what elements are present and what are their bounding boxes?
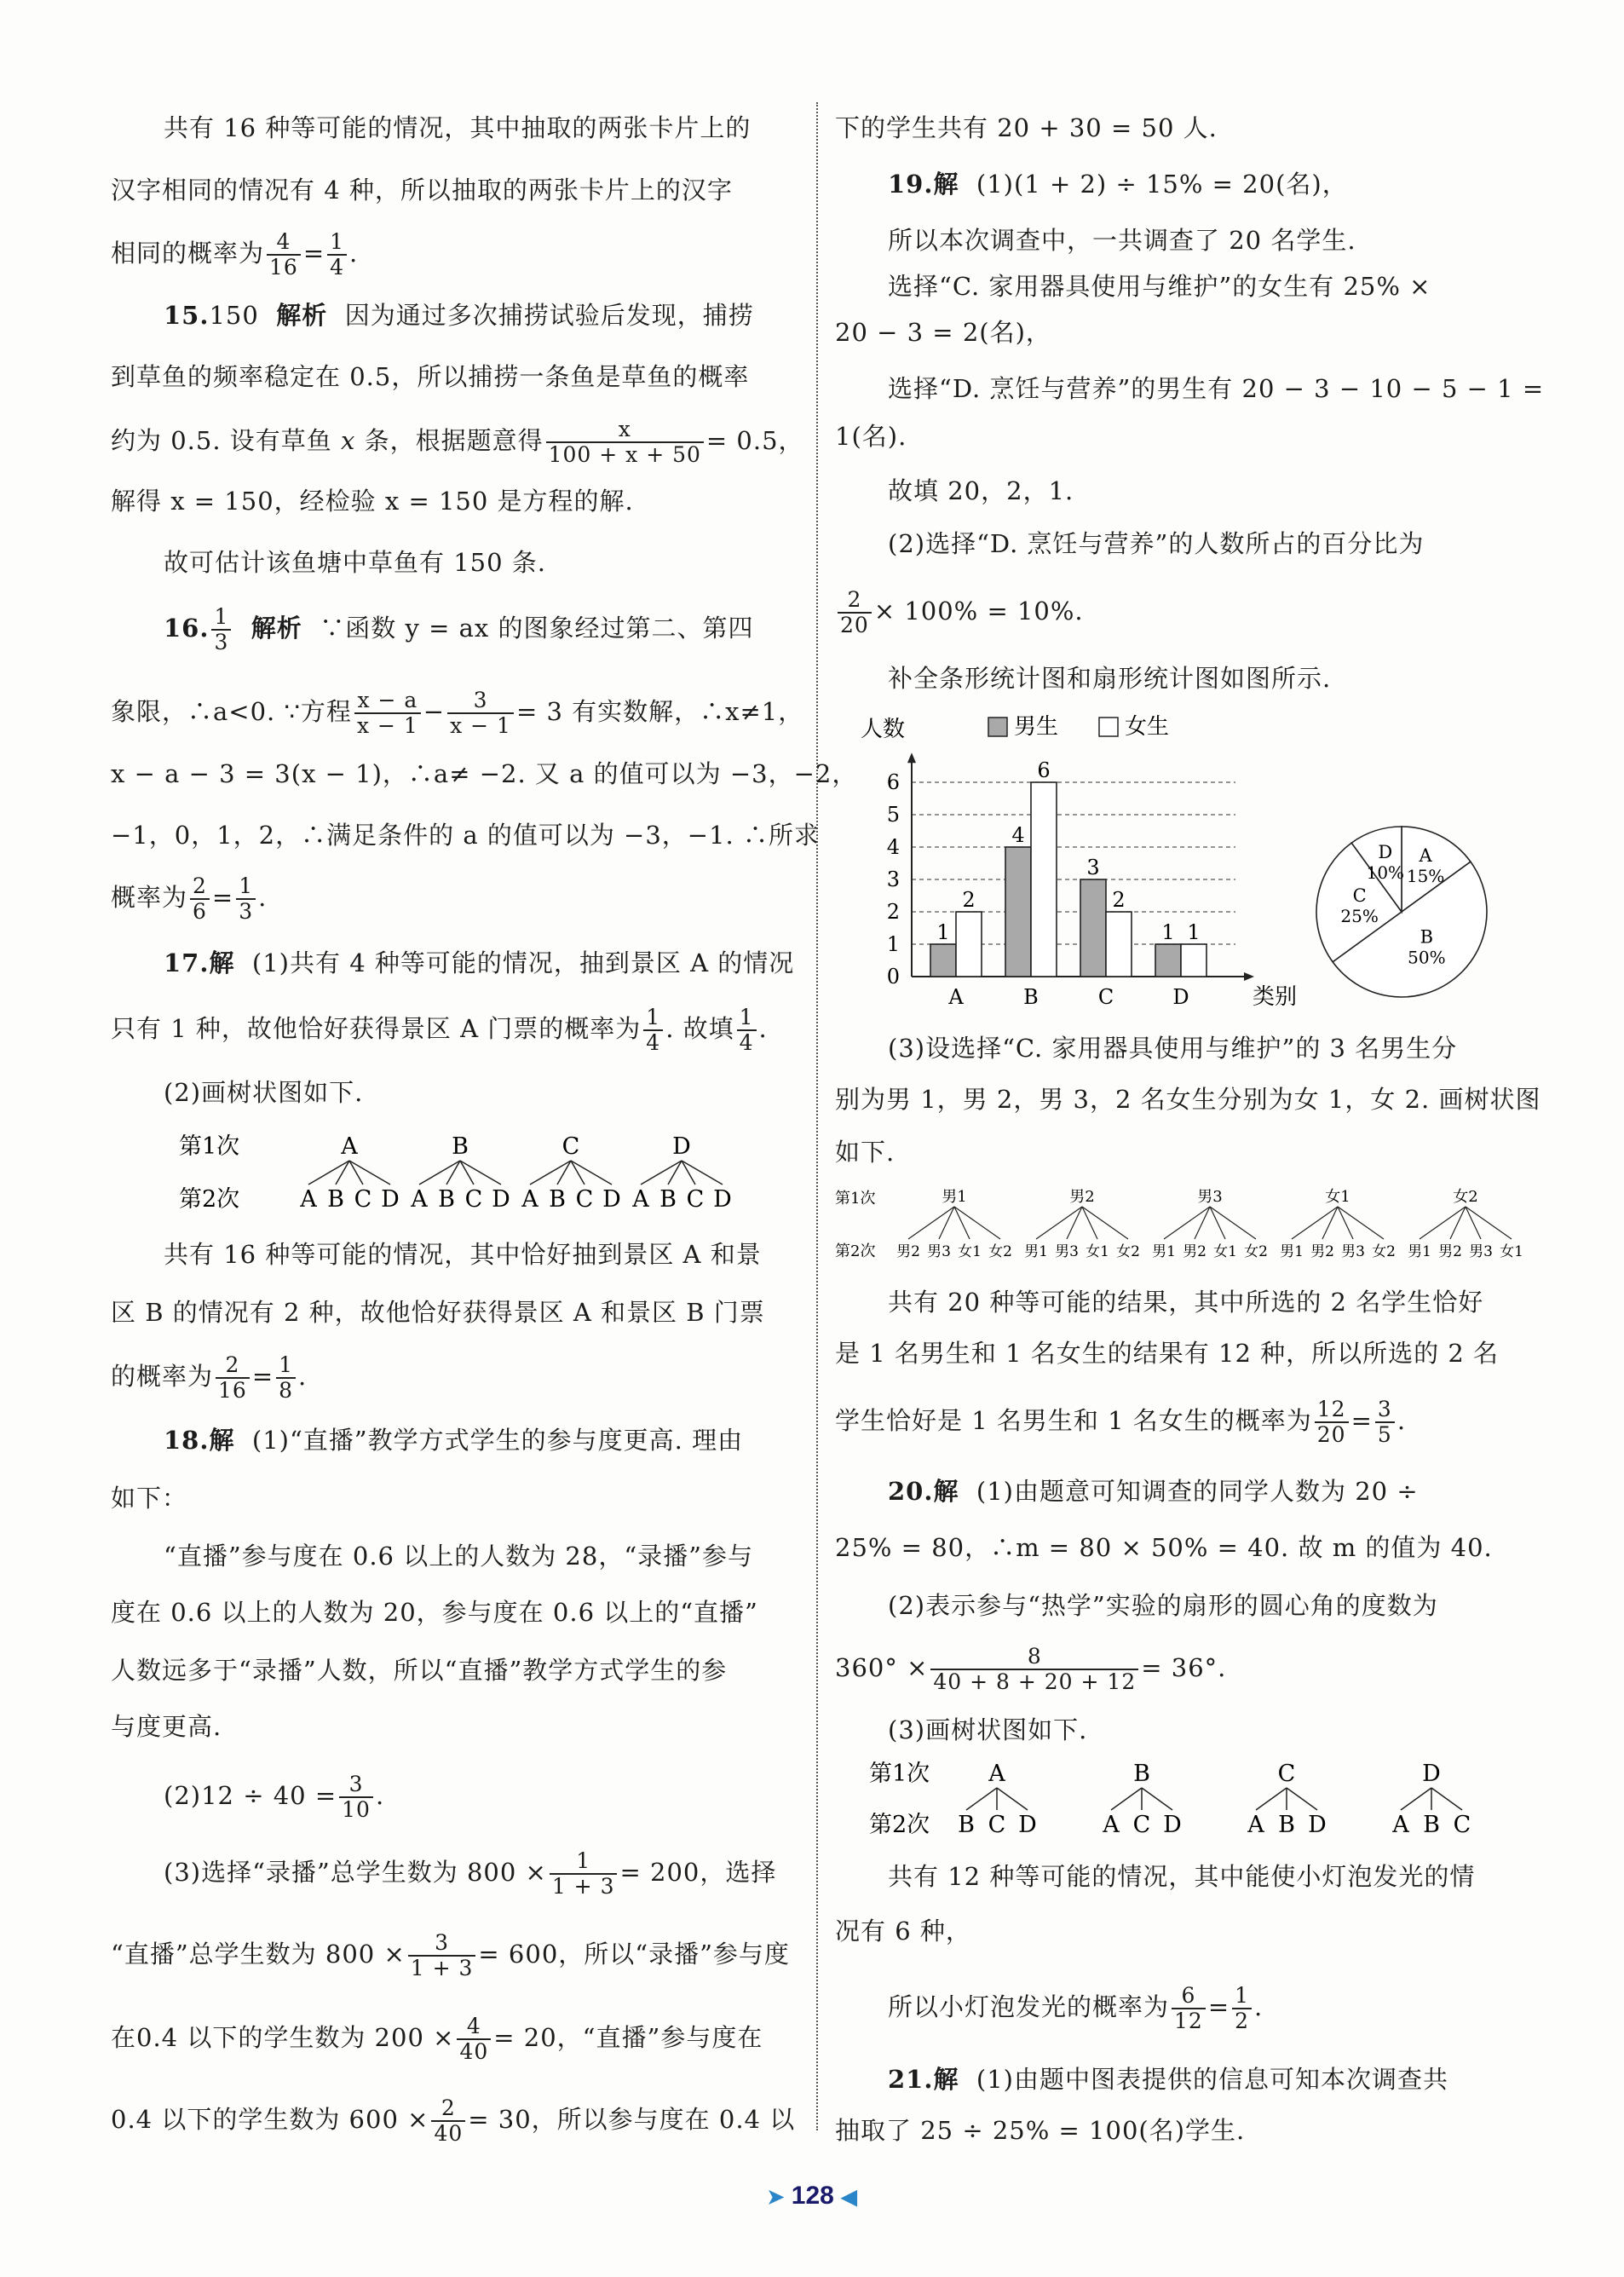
tree-diagram-19	[835, 1183, 1525, 1268]
text-line: 故填 20，2，1.	[888, 476, 1074, 505]
y-tick-label: 1	[886, 932, 900, 956]
fraction: $\frac{x}{100 + x + 50}$	[546, 418, 704, 467]
tree-leaf: 男2	[1183, 1243, 1206, 1260]
tree-leaf: A	[521, 1186, 538, 1213]
bar-chart	[852, 706, 1298, 1012]
bar	[1155, 944, 1181, 977]
tree-leaf: B	[659, 1186, 677, 1213]
fraction: $\frac{1}{8}$	[276, 1353, 296, 1403]
tree-node: A	[988, 1761, 1005, 1787]
tree-leaf: D	[1308, 1812, 1327, 1838]
text-line: $\frac{2}{20}$ × 100% = 10%.	[835, 588, 1084, 637]
legend-label: 女生	[1125, 714, 1170, 740]
fraction: $\frac{1}{4}$	[737, 1006, 757, 1055]
tree-leaf: B	[1423, 1812, 1440, 1838]
text-line: 与度更高.	[111, 1712, 222, 1741]
bar	[1106, 912, 1132, 977]
tree-leaf: C	[1453, 1812, 1471, 1838]
tree-leaf: 男1	[1280, 1243, 1304, 1260]
data-label: 2	[1112, 888, 1126, 912]
x-tick-label: A	[948, 985, 964, 1009]
text-line: 在0.4 以下的学生数为 200 × $\frac{4}{40}$ = 20，“直播”参与度在	[111, 2014, 763, 2064]
fraction: $\frac{1}{1 + 3}$	[550, 1849, 618, 1899]
text-line: 相同的概率为 $\frac{4}{16}$ = $\frac{1}{4}$ .	[111, 229, 359, 280]
tree-branch	[966, 1788, 997, 1810]
text-line: 汉字相同的情况有 4 种，所以抽取的两张卡片上的汉字	[111, 176, 733, 205]
tree-branch	[1466, 1207, 1512, 1239]
fraction: $\frac{3}{x - 1}$	[447, 689, 514, 738]
tree-node: 女2	[1453, 1188, 1478, 1206]
tree-node: C	[561, 1133, 580, 1160]
tree-leaf: C	[354, 1186, 372, 1213]
text-line: (2)画树状图如下.	[164, 1078, 364, 1107]
tree-branch	[1431, 1788, 1462, 1810]
tree-leaf: C	[988, 1812, 1006, 1838]
fraction: $\frac{1}{4}$	[643, 1006, 663, 1055]
text-line: 25% = 80，∴m = 80 × 50% = 40. 故 m 的值为 40.	[835, 1533, 1493, 1562]
tree-leaf: 男3	[1469, 1243, 1493, 1260]
data-label: 1	[936, 920, 950, 944]
text-line: (2)12 ÷ 40 = $\frac{3}{10}$ .	[164, 1772, 385, 1822]
pie-chart	[1295, 818, 1517, 1006]
tree-node: C	[1277, 1761, 1296, 1787]
data-label: 6	[1037, 758, 1051, 782]
slice-label: A	[1419, 845, 1432, 866]
text-line: 共有 16 种等可能的情况，其中恰好抽到景区 A 和景	[164, 1240, 762, 1269]
tree-node: B	[1133, 1761, 1150, 1787]
tree-branch	[1210, 1207, 1256, 1239]
answer-15: 15.150 解析 因为通过多次捕捞试验后发现，捕捞	[164, 301, 754, 330]
tree-leaf: 女1	[1086, 1243, 1109, 1260]
tree-leaf: A	[1103, 1812, 1120, 1838]
tree-leaf: 女2	[1116, 1243, 1140, 1260]
fraction: $\frac{6}{12}$	[1172, 1984, 1206, 2033]
tree-leaf: 女2	[988, 1243, 1012, 1260]
tree-node: B	[452, 1133, 469, 1160]
fraction: $\frac{1}{4}$	[327, 230, 347, 280]
answer-19: 19.解 (1)(1 + 2) ÷ 15% = 20(名)，	[888, 170, 1348, 199]
text-line: 共有 20 种等可能的结果，其中所选的 2 名学生恰好	[888, 1288, 1484, 1317]
data-label: 1	[1161, 920, 1175, 944]
text-line: 共有 16 种等可能的情况，其中抽取的两张卡片上的	[164, 113, 752, 142]
text-line: 区 B 的情况有 2 种，故他恰好获得景区 A 和景区 B 门票	[111, 1298, 765, 1327]
text-line: 抽取了 25 ÷ 25% = 100(名)学生.	[835, 2116, 1246, 2145]
tree-branch	[1401, 1788, 1431, 1810]
fraction: $\frac{2}{40}$	[431, 2096, 465, 2146]
tree-node: 女1	[1325, 1188, 1350, 1206]
text-line: 0.4 以下的学生数为 600 × $\frac{2}{40}$ = 30，所以参与度在 0.4 以	[111, 2095, 796, 2146]
tree-leaf: 男2	[1310, 1243, 1334, 1260]
y-tick-label: 4	[886, 835, 900, 859]
slice-percent: 15%	[1406, 865, 1445, 886]
tree-leaf: D	[381, 1186, 400, 1213]
text-line: 解得 x = 150，经检验 x = 150 是方程的解.	[111, 487, 634, 516]
tree-leaf: 女2	[1244, 1243, 1268, 1260]
tree-leaf: 男1	[1408, 1243, 1431, 1260]
answer-21: 21.解 (1)由题中图表提供的信息可知本次调查共	[888, 2065, 1448, 2094]
data-label: 2	[962, 888, 976, 912]
tree-leaf: 女1	[1500, 1243, 1523, 1260]
tree-leaf: C	[464, 1186, 483, 1213]
text-line: 学生恰好是 1 名男生和 1 名女生的概率为 $\frac{12}{20}$ = $\frac{3}{5}$ .	[835, 1397, 1407, 1447]
fraction: $\frac{1}{2}$	[1232, 1984, 1252, 2033]
left-arrow-icon: ◀	[841, 2186, 857, 2209]
answer-18: 18.解 (1)“直播”教学方式学生的参与度更高. 理由	[164, 1426, 744, 1455]
tree-branch	[1164, 1207, 1210, 1239]
tree-row-label: 第2次	[179, 1186, 240, 1213]
right-arrow-icon: ➤	[767, 2186, 785, 2209]
text-line: 度在 0.6 以上的人数为 20，参与度在 0.6 以上的“直播”	[111, 1598, 758, 1627]
tree-leaf: B	[958, 1812, 975, 1838]
tree-leaf: B	[438, 1186, 455, 1213]
fraction: $\frac{3}{1 + 3}$	[408, 1931, 476, 1980]
tree-branch	[997, 1788, 1028, 1810]
tree-leaf: D	[713, 1186, 732, 1213]
text-line: 补全条形统计图和扇形统计图如图所示.	[888, 664, 1332, 693]
chart-legend	[988, 714, 1169, 740]
tree-leaf: 女1	[1213, 1243, 1237, 1260]
text-line: “直播”总学生数为 800 × $\frac{3}{1 + 3}$ = 600，所以“录播”参与度	[111, 1930, 790, 1980]
slice-percent: 25%	[1340, 906, 1379, 927]
fraction: $\frac{1}{3}$	[236, 874, 256, 924]
tree-branch	[1292, 1207, 1338, 1239]
slice-label: C	[1352, 885, 1367, 907]
legend-label: 男生	[1014, 714, 1059, 740]
y-axis-title: 人数	[861, 717, 906, 742]
bar	[956, 912, 982, 977]
tree-leaf: D	[492, 1186, 510, 1213]
data-label: 1	[1187, 920, 1201, 944]
tree-leaf: C	[686, 1186, 705, 1213]
text-line: 360° × $\frac{8}{40 + 8 + 20 + 12}$ = 36°.	[835, 1644, 1227, 1694]
answer-20: 20.解 (1)由题意可知调查的同学人数为 20 ÷	[888, 1477, 1419, 1506]
tree-leaf: C	[1132, 1812, 1151, 1838]
tree-leaf: 男2	[1438, 1243, 1462, 1260]
fraction: $\frac{4}{16}$	[267, 230, 301, 280]
answer-16: 16. $\frac{1}{3}$ 解析 ∵函数 y = ax 的图象经过第二、第四	[164, 604, 754, 654]
answer-17: 17.解 (1)共有 4 种等可能的情况，抽到景区 A 的情况	[164, 948, 795, 977]
text-line: 到草鱼的频率稳定在 0.5，所以捕捞一条鱼是草鱼的概率	[111, 362, 750, 391]
tree-branch	[1420, 1207, 1466, 1239]
fraction: $\frac{2}{20}$	[838, 588, 872, 637]
text-line: 如下.	[835, 1138, 896, 1167]
tree-leaf: D	[602, 1186, 621, 1213]
tree-leaf: D	[1018, 1812, 1037, 1838]
slice-label: D	[1378, 842, 1393, 863]
y-tick-label: 0	[886, 965, 900, 989]
text-line: 况有 6 种，	[835, 1917, 971, 1946]
tree-leaf: B	[549, 1186, 566, 1213]
fraction: $\frac{3}{10}$	[339, 1773, 373, 1822]
tree-leaf: C	[575, 1186, 594, 1213]
page-number: ➤ 128 ◀	[767, 2182, 857, 2210]
tree-branch	[1338, 1207, 1384, 1239]
text-line: 共有 12 种等可能的情况，其中能使小灯泡发光的情	[888, 1862, 1476, 1891]
tree-diagram-17	[179, 1125, 826, 1227]
tree-branch	[1256, 1788, 1287, 1810]
legend-swatch	[1099, 718, 1118, 736]
y-tick-label: 6	[886, 770, 900, 794]
tree-node: 男3	[1197, 1188, 1223, 1206]
x-tick-label: C	[1097, 985, 1114, 1009]
text-line: 选择“C. 家用器具使用与维护”的女生有 25% ×	[888, 272, 1431, 301]
fraction: $\frac{2}{16}$	[216, 1353, 250, 1403]
data-label: 3	[1086, 856, 1100, 879]
text-line: (3)设选择“C. 家用器具使用与维护”的 3 名男生分	[888, 1034, 1458, 1063]
text-line: 概率为 $\frac{2}{6}$ = $\frac{1}{3}$ .	[111, 873, 268, 924]
tree-row-label: 第2次	[869, 1812, 930, 1838]
tree-leaf: A	[1247, 1812, 1264, 1838]
text-line: 只有 1 种，故他恰好获得景区 A 门票的概率为 $\frac{1}{4}$ . 故填 $\frac{1}{4}$ .	[111, 1005, 768, 1055]
tree-row-label: 第1次	[869, 1761, 930, 1787]
x-axis-arrow	[1244, 972, 1254, 981]
tree-leaf: 女2	[1372, 1243, 1396, 1260]
tree-node: D	[1422, 1761, 1441, 1787]
text-line: 下的学生共有 20 + 30 = 50 人.	[835, 113, 1218, 142]
y-axis-arrow	[907, 752, 916, 763]
fraction: $\frac{3}{5}$	[1375, 1398, 1395, 1447]
text-line: 1(名).	[835, 422, 907, 451]
tree-node: D	[672, 1133, 691, 1160]
tree-leaf: B	[1278, 1812, 1295, 1838]
fraction: $\frac{8}{40 + 8 + 20 + 12}$	[930, 1645, 1138, 1694]
text-line: (2)表示参与“热学”实验的扇形的圆心角的度数为	[888, 1591, 1438, 1620]
text-line: 所以本次调查中，一共调查了 20 名学生.	[888, 226, 1356, 255]
bar	[1181, 944, 1206, 977]
tree-leaf: 男1	[1024, 1243, 1048, 1260]
text-line: (2)选择“D. 烹饪与营养”的人数所占的百分比为	[888, 529, 1425, 558]
text-line: 约为 0.5. 设有草鱼 x 条，根据题意得 $\frac{x}{100 + x + 50}$ = 0.5，	[111, 417, 804, 467]
tree-leaf: 男3	[1055, 1243, 1079, 1260]
tree-row-label: 第2次	[835, 1242, 876, 1260]
x-tick-label: D	[1172, 985, 1189, 1009]
tree-row-label: 第1次	[179, 1133, 240, 1160]
fraction: $\frac{2}{6}$	[190, 874, 210, 924]
y-tick-label: 3	[886, 868, 900, 891]
tree-leaf: 男3	[927, 1243, 951, 1260]
tree-branch	[954, 1207, 1000, 1239]
tree-leaf: A	[300, 1186, 317, 1213]
tree-branch	[1082, 1207, 1128, 1239]
y-tick-label: 2	[886, 900, 900, 924]
fraction: $\frac{4}{40}$	[457, 2015, 491, 2064]
tree-branch	[1111, 1788, 1142, 1810]
text-line: −1，0，1，2，∴满足条件的 a 的值可以为 −3，−1. ∴所求	[111, 821, 820, 850]
text-line: 如下：	[111, 1484, 188, 1513]
tree-branch	[1036, 1207, 1082, 1239]
text-line: 故可估计该鱼塘中草鱼有 150 条.	[164, 548, 547, 577]
text-line: (3)选择“录播”总学生数为 800 × $\frac{1}{1 + 3}$ = 200，选择	[164, 1848, 777, 1899]
fraction: $\frac{12}{20}$	[1315, 1398, 1349, 1447]
text-line: 别为男 1，男 2，男 3，2 名女生分别为女 1，女 2. 画树状图	[835, 1085, 1541, 1114]
tree-leaf: 男1	[1152, 1243, 1176, 1260]
bar	[1005, 847, 1031, 977]
tree-node: 男2	[1069, 1188, 1095, 1206]
tree-branch	[1142, 1788, 1172, 1810]
bar	[930, 944, 956, 977]
text-line: 象限，∴a<0. ∵方程 $\frac{x - a}{x - 1}$ − $\frac{3}{x - 1}$ = 3 有实数解，∴x≠1，	[111, 688, 804, 738]
tree-diagram-20	[869, 1755, 1517, 1849]
tree-leaf: 男3	[1341, 1243, 1365, 1260]
tree-node: A	[341, 1133, 358, 1160]
fraction: $\frac{x - a}{x - 1}$	[354, 689, 421, 738]
tree-leaf: A	[632, 1186, 649, 1213]
x-axis-title: 类别	[1253, 984, 1298, 1010]
tree-row-label: 第1次	[835, 1190, 876, 1208]
tree-branch	[1287, 1788, 1317, 1810]
tree-branch	[908, 1207, 954, 1239]
text-line: 20 − 3 = 2(名)，	[835, 318, 1051, 347]
y-tick-label: 5	[886, 803, 900, 827]
bar	[1080, 879, 1106, 977]
text-line: (3)画树状图如下.	[888, 1715, 1088, 1744]
tree-leaf: B	[327, 1186, 344, 1213]
text-line: “直播”参与度在 0.6 以上的人数为 28，“录播”参与	[164, 1542, 753, 1571]
x-tick-label: B	[1023, 985, 1039, 1009]
text-line: 的概率为 $\frac{2}{16}$ = $\frac{1}{8}$ .	[111, 1352, 308, 1403]
tree-node: 男1	[942, 1188, 967, 1206]
column-divider	[816, 102, 818, 2130]
tree-leaf: 女1	[958, 1243, 982, 1260]
tree-leaf: D	[1163, 1812, 1182, 1838]
text-line: x − a − 3 = 3(x − 1)，∴a≠ −2. 又 a 的值可以为 −3，−2，	[111, 759, 858, 788]
tree-leaf: 男2	[896, 1243, 920, 1260]
slice-percent: 10%	[1366, 862, 1405, 884]
tree-leaf: A	[1392, 1812, 1409, 1838]
text-line: 所以小灯泡发光的概率为 $\frac{6}{12}$ = $\frac{1}{2}$ .	[888, 1983, 1264, 2033]
legend-swatch	[988, 718, 1007, 736]
fraction: $\frac{1}{3}$	[211, 605, 231, 654]
text-line: 是 1 名男生和 1 名女生的结果有 12 种，所以所选的 2 名	[835, 1339, 1500, 1368]
slice-percent: 50%	[1408, 947, 1446, 968]
text-line: 选择“D. 烹饪与营养”的男生有 20 − 3 − 10 − 5 − 1 =	[888, 374, 1545, 403]
slice-label: B	[1420, 926, 1434, 948]
tree-leaf: A	[411, 1186, 428, 1213]
data-label: 4	[1011, 823, 1025, 847]
text-line: 人数远多于“录播”人数，所以“直播”教学方式学生的参	[111, 1656, 728, 1685]
bar	[1031, 782, 1057, 977]
